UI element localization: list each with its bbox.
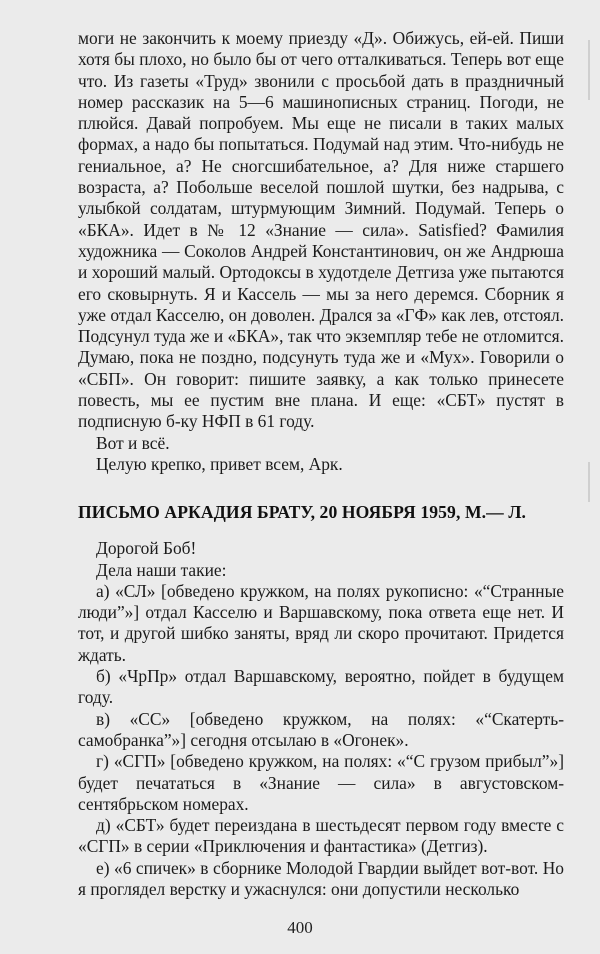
letter-item-a: а) «СЛ» [обведено кружком, на полях рукописно: «“Странные люди”»] отдал Касселю и Варшавскому, пока ответа еще нет. И тот, и другой шибко заняты, вряд ли скоро прочитают. Придется ждать. bbox=[78, 580, 564, 665]
letter-end-paragraph: моги не закончить к моему приезду «Д». Обижусь, ей-ей. Пиши хотя бы плохо, но было бы от чего отталкиваться. Теперь вот еще что. Из газеты «Труд» звонили с просьбой дать в праздничный номер рассказик на 5—6 машинописных страниц. Погоди, не плюйся. Давай попробуем. Мы еще не писали в таких малых формах, а надо бы попытаться. Подумай над этим. Что-нибудь не гениальное, а? Не сногсшибательное, а? Для ниже старшего возраста, а? Побольше веселой пошлой шутки, без надрыва, с улыбкой солдатам, штурмующим Зимний. Подумай. Теперь о «БКА». Идет в № 12 «Знание — сила». Satisfied? Фамилия художника — Соколов Андрей Константинович, он же Андрюша и хороший малый. Ортодоксы в худотделе Детгиза уже пытаются его сковырнуть. Я и Кассель — мы за него деремся. Сборник я уже отдал Касселю, он доволен. Дрался за «ГФ» как лев, отстоял. Подсунул туда же и «БКА», так что экземпляр тебе не отломится. Думаю, пока не поздно, подсунуть туда же и «Мух». Говорили о «СБП». Он говорит: пишите заявку, а как только принесете повесть, мы ее пустим вне плана. И еще: «СБТ» пустят в подписную б-ку НФП в 61 году. bbox=[78, 28, 564, 432]
page-number: 400 bbox=[287, 918, 313, 937]
letter-end-signature: Целую крепко, привет всем, Арк. bbox=[96, 453, 343, 474]
letter-heading: ПИСЬМО АРКАДИЯ БРАТУ, 20 НОЯБРЯ 1959, М.— Л. bbox=[78, 502, 527, 523]
letter-item-e: д) «СБТ» будет переиздана в шестьдесят первом году вместе с «СГП» в серии «Приключения и фантастика» (Детгиз). bbox=[78, 815, 564, 857]
book-page bbox=[78, 28, 564, 900]
letter-item-b: б) «ЧрПр» отдал Варшавскому, вероятно, пойдет в будущем году. bbox=[78, 666, 564, 708]
letter-item-c: в) «СС» [обведено кружком, на полях: «“Скатерть-самобранка”»] сегодня отсылаю в «Огонек». bbox=[78, 708, 564, 750]
page-edge-mark bbox=[588, 40, 590, 100]
letter-item-f: е) «6 спичек» в сборнике Молодой Гвардии выйдет вот-вот. Но я проглядел верстку и ужаснулся: они допустили несколько bbox=[78, 857, 564, 899]
letter-greeting: Дорогой Боб! bbox=[96, 538, 197, 559]
letter-end-closing: Вот и всё. bbox=[96, 432, 170, 453]
page-edge-mark bbox=[588, 462, 590, 502]
letter-intro: Дела наши такие: bbox=[96, 559, 227, 580]
letter-item-d: г) «СГП» [обведено кружком, на полях: «“С грузом прибыл”»] будет печататься в «Знание — сила» в августовском-сентябрьском номерах. bbox=[78, 751, 564, 814]
